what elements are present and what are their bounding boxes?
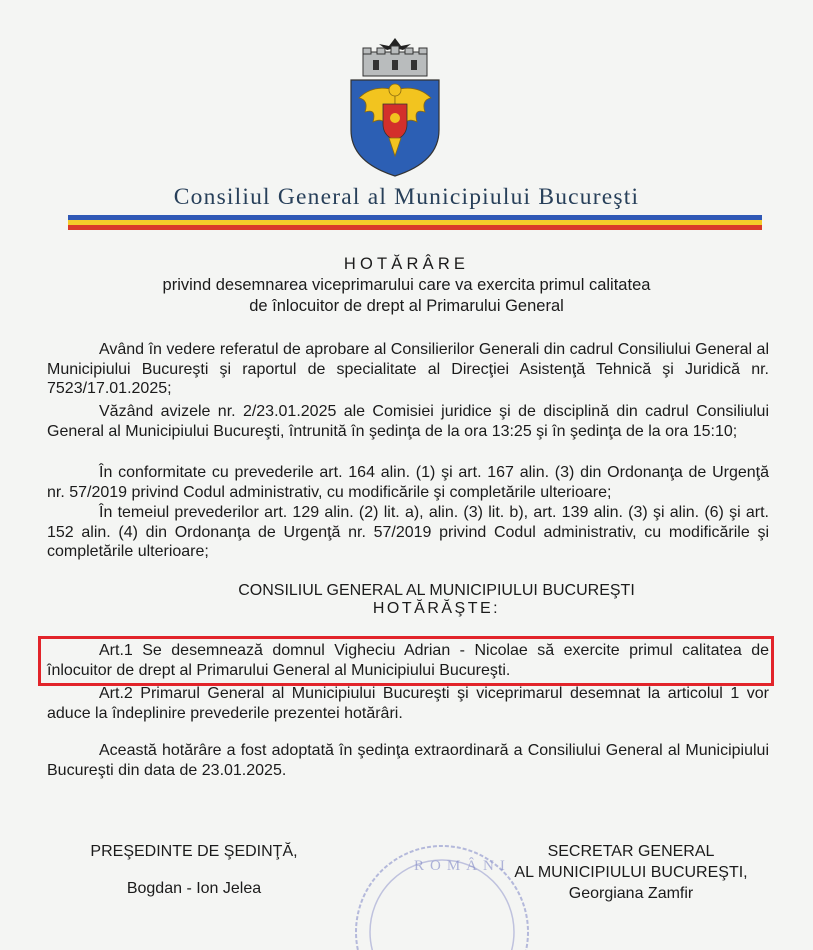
decision-authority: CONSILIUL GENERAL AL MUNICIPIULUI BUCUREŞTI [238, 582, 635, 599]
signature-title: AL MUNICIPIULUI BUCUREŞTI, [514, 864, 748, 881]
council-name: Consiliul General al Municipiului Bucureşti [173, 184, 640, 210]
document-title: HOTĂRÂRE [343, 255, 470, 273]
signature-block-secretary [486, 841, 776, 904]
signature-name: Georgiana Zamfir [568, 885, 694, 902]
tricolor-stripe [68, 215, 762, 230]
stripe-red [68, 225, 762, 230]
document-subtitle-line2: de înlocuitor de drept al Primarului General [249, 297, 564, 315]
signature-name: Bogdan - Ion Jelea [126, 880, 262, 897]
document-subtitle-line1: privind desemnarea viceprimarului care va exercita primul calitatea [162, 276, 651, 294]
signature-title: SECRETAR GENERAL [547, 843, 715, 860]
signature-title: PREŞEDINTE DE ŞEDINŢĂ, [90, 843, 298, 860]
article-2: Art.2 Primarul General al Municipiului Bucureşti şi viceprimarul desemnat la articolul 1 vor aduce la îndeplinire prevederile prezentei hotărâri. [47, 685, 769, 722]
preamble-paragraph: Văzând avizele nr. 2/23.01.2025 ale Comisiei juridice şi de disciplină din cadrul Consiliului General al Municipiului Bucureşti, întrunită în şedinţa de la ora 13:25 şi în şedinţa de la ora 15:10; [47, 403, 769, 440]
highlight-box [38, 636, 774, 686]
bucharest-coat-of-arms-icon [343, 34, 447, 180]
preamble-paragraph: În temeiul prevederilor art. 129 alin. (2) lit. a), alin. (3) lit. b), art. 139 alin. (3) şi alin. (6) şi art. 152 alin. (4) din Ordonanţa de Urgenţă nr. 57/2019 privind Codul administrativ, cu modificările şi completările ulterioare; [47, 504, 769, 560]
preamble-paragraph: În conformitate cu prevederile art. 164 alin. (1) şi art. 167 alin. (3) din Ordonanţa de Urgenţă nr. 57/2019 privind Codul administrativ, cu modificările şi completările ulterioare; [47, 464, 769, 501]
preamble-paragraph: Având în vedere referatul de aprobare al Consilierilor Generali din cadrul Consiliului General al Municipiului Bucureşti şi raportul de specialitate al Direcţiei Asistenţă Tehnică şi Juridică nr. 7523/17.01.2025; [47, 341, 769, 397]
article-1: Art.1 Se desemnează domnul Vigheciu Adrian - Nicolae să exercite primul calitatea de înlocuitor de drept al Primarului General al Municipiului Bucureşti. [47, 642, 769, 679]
decision-verb: HOTĂRĂŞTE: [372, 600, 501, 617]
stamp-text: ROMÂNI [414, 858, 511, 874]
signature-block-president [74, 841, 314, 899]
adoption-statement: Această hotărâre a fost adoptată în şedinţa extraordinară a Consiliului General al Municipiului Bucureşti din data de 23.01.2025. [47, 742, 769, 779]
